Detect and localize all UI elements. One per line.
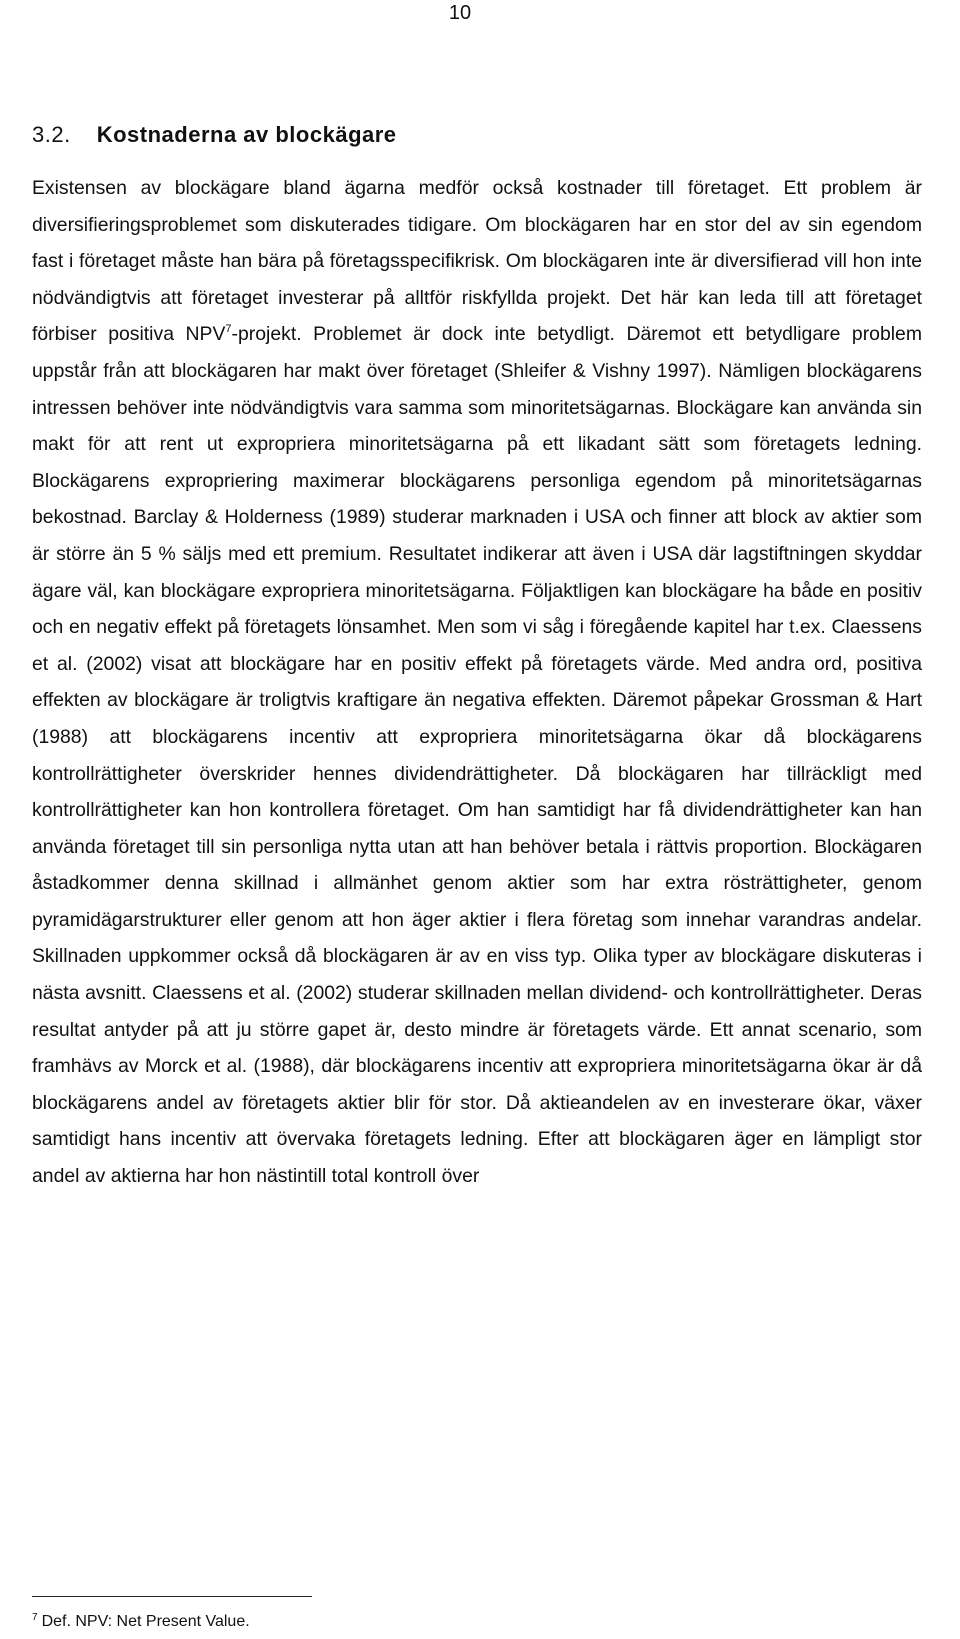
page-number: 10 bbox=[448, 2, 472, 24]
footnote-reference[interactable]: 7 bbox=[225, 323, 232, 336]
paragraph-text-after-note: -projekt. Problemet är dock inte betydligt. Däremot ett betydligare problem uppstår från att blockägaren har makt över företaget (Shleifer & Vishny 1997). Nämligen blockägarens intressen behöver inte nödvändigtvis vara samma som minoritetsägarnas. Blockägare kan använda sin makt för att rent ut expropriera minoritetsägarna på ett likadant sätt som företagets ledning. Blockägarens expropriering maximerar blockägarens personliga egendom på minoritetsägarnas bekostnad. Barclay & Holderness (1989) studerar marknaden i USA och finner att block av aktier som är större än 5 % säljs med ett premium. Resultatet indikerar att även i USA där lagstiftningen skyddar ägare väl, kan blockägare expropriera minoritetsägarna. Följaktligen kan blockägare ha både en positiv och en negativ effekt på företagets lönsamhet. Men som vi såg i föregående kapitel har t.ex. Claessens et al. (2002) visat att blockägare har en positiv effekt på företagets värde. Med andra ord, positiva effekten av blockägare är troligtvis kraftigare än negativa effekten. Däremot påpekar Grossman & Hart (1988) att blockägarens incentiv att expropriera minoritetsägarna ökar då blockägarens kontrollrättigheter överskrider hennes dividendrättigheter. Då blockägaren har tillräckligt med kontrollrättigheter kan hon kontrollera företaget. Om han samtidigt har få dividendrättigheter kan han använda företaget till sin personliga nytta utan att han behöver betala i rättvis proportion. Blockägaren åstadkommer denna skillnad i allmänhet genom aktier som har extra rösträttigheter, genom pyramidägarstrukturer eller genom att hon äger aktier i flera företag som innehar varandras andelar. Skillnaden uppkommer också då blockägaren är av en viss typ. Olika typer av blockägare diskuteras i nästa avsnitt. Claessens et al. (2002) studerar skillnaden mellan dividend- och kontrollrättigheter. Deras resultat antyder på att ju större gapet är, desto mindre är företagets värde. Ett annat scenario, som framhävs av Morck et al. (1988), där blockägarens incentiv att expropriera minoritetsägarna ökar är då blockägarens andel av företagets aktier blir för stor. Då aktieandelen av en investerare ökar, växer samtidigt hans incentiv att övervaka företagets ledning. Efter att blockägaren äger en lämpligt stor andel av aktierna har hon nästintill total kontroll över bbox=[32, 323, 922, 1188]
body-paragraph bbox=[32, 170, 922, 1195]
footnote-text: Def. NPV: Net Present Value. bbox=[41, 1613, 250, 1630]
footnote-divider bbox=[32, 1596, 312, 1597]
section-heading bbox=[32, 122, 397, 148]
footnote-marker: 7 bbox=[32, 1612, 38, 1623]
footnote bbox=[32, 1612, 250, 1632]
section-title: Kostnaderna av blockägare bbox=[96, 122, 397, 147]
section-number: 3.2. bbox=[32, 122, 71, 147]
paragraph-text-before-note: Existensen av blockägare bland ägarna medför också kostnader till företaget. Ett problem är diversifieringsproblemet som diskuterades tidigare. Om blockägaren har en stor del av sin egendom fast i företaget måste han bära på företagsspecifikrisk. Om blockägaren inte är diversifierad vill hon inte nödvändigtvis att företaget investerar på alltför riskfyllda projekt. Det här kan leda till att företaget förbiser positiva NPV bbox=[32, 177, 922, 346]
